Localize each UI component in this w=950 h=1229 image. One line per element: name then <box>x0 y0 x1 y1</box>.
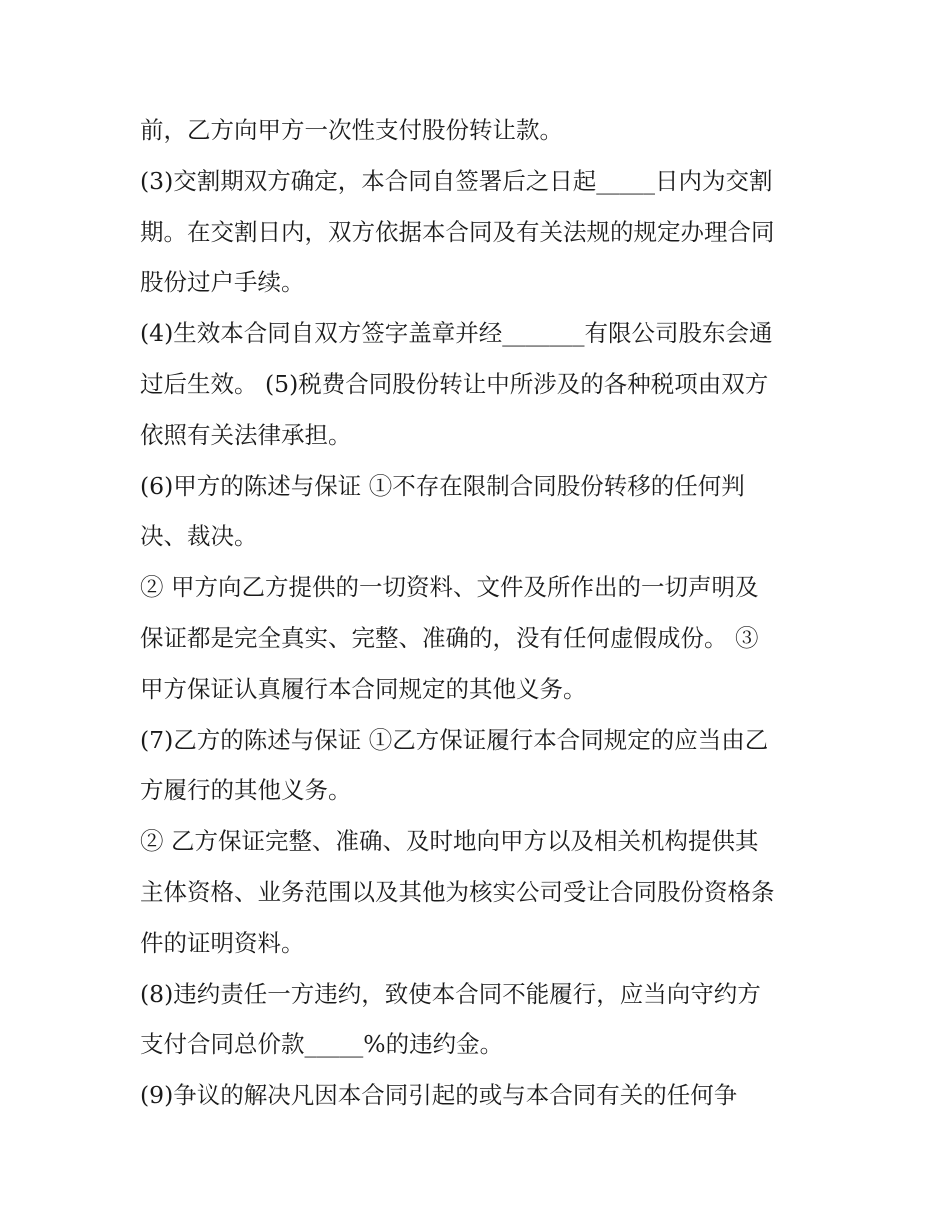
text-line: 保证都是完全真实、完整、准确的，没有任何虚假成份。 ③ <box>140 623 759 652</box>
text-line: (8)违约责任一方违约，致使本合同不能履行，应当向守约方 <box>140 979 761 1008</box>
text-line: 主体资格、业务范围以及其他为核实公司受让合同股份资格条 <box>140 877 775 906</box>
text-line: 件的证明资料。 <box>140 928 305 957</box>
text-line: (9)争议的解决凡因本合同引起的或与本合同有关的任何争 <box>140 1081 738 1110</box>
text-line: ② 乙方保证完整、准确、及时地向甲方以及相关机构提供其 <box>140 827 759 856</box>
text-line: 过后生效。 (5)税费合同股份转让中所涉及的各种税项由双方 <box>140 369 769 398</box>
text-line: 依照有关法律承担。 <box>140 420 352 449</box>
text-line: 前，乙方向甲方一次性支付股份转让款。 <box>140 116 563 144</box>
contract-body-text <box>140 105 830 1121</box>
text-line: ② 甲方向乙方提供的一切资料、文件及所作出的一切声明及 <box>140 573 759 602</box>
text-line: (6)甲方的陈述与保证 ①不存在限制合同股份转移的任何判 <box>140 471 745 500</box>
text-line: (4)生效本合同自双方签字盖章并经_______有限公司股东会通 <box>140 319 773 348</box>
text-line: 决、裁决。 <box>140 522 258 551</box>
text-line: 股份过户手续。 <box>140 268 305 297</box>
text-line: (3)交割期双方确定，本合同自签署后之日起_____日内为交割 <box>140 166 773 195</box>
text-line: 支付合同总价款_____%的违约金。 <box>140 1030 504 1059</box>
text-line: 甲方保证认真履行本合同规定的其他义务。 <box>140 674 587 703</box>
text-line: 期。在交割日内，双方依据本合同及有关法规的规定办理合同 <box>140 217 775 246</box>
text-line: (7)乙方的陈述与保证 ①乙方保证履行本合同规定的应当由乙 <box>140 725 769 754</box>
text-line: 方履行的其他义务。 <box>140 776 352 805</box>
